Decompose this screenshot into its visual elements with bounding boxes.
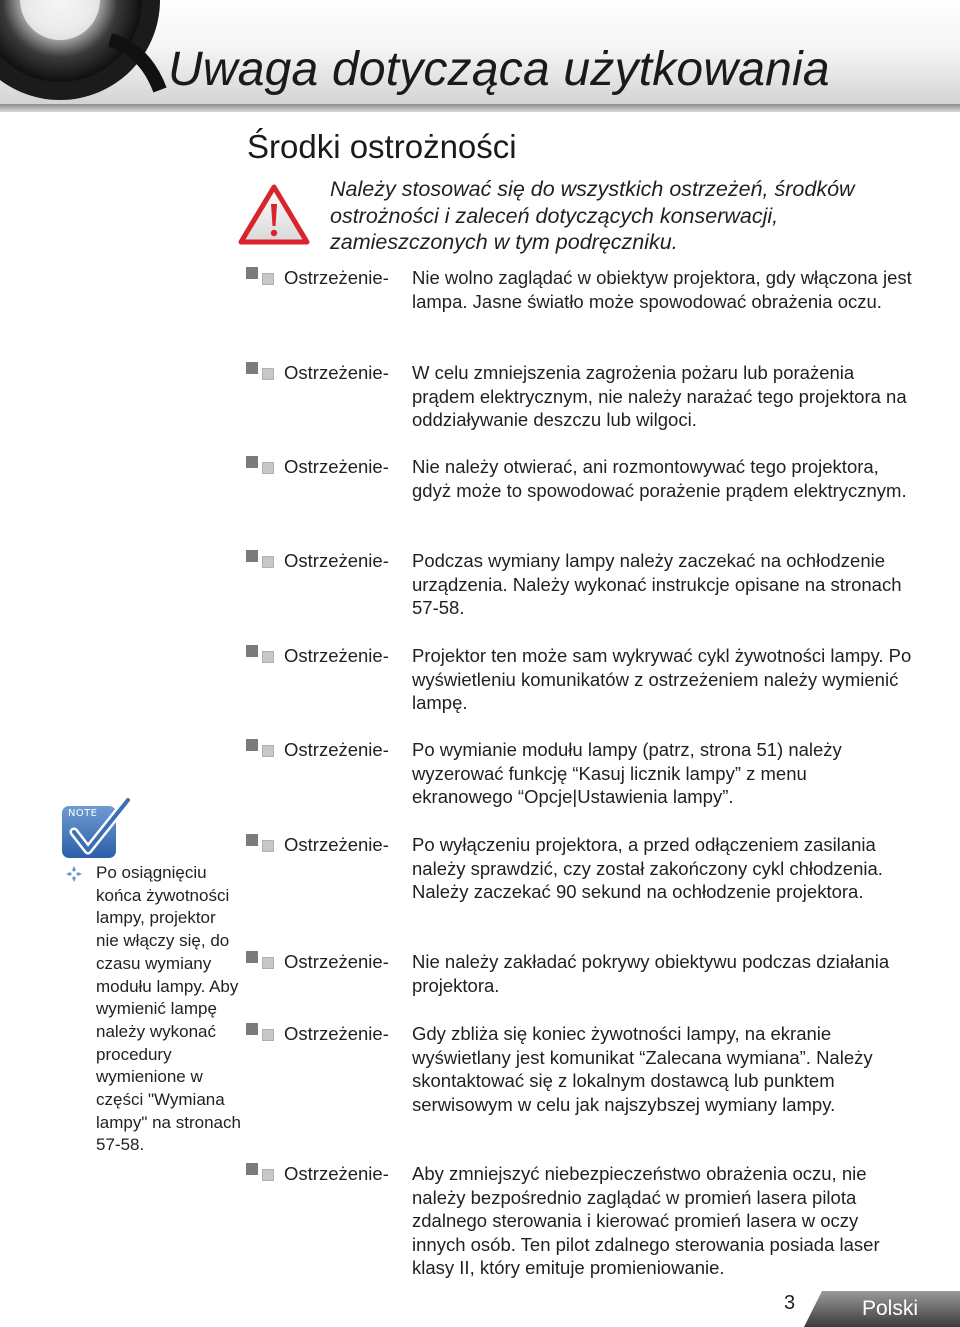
header-divider <box>0 104 960 112</box>
warning-label: Ostrzeżenie- <box>284 1163 389 1184</box>
square-bullet-icon <box>246 550 276 566</box>
warning-triangle-icon <box>238 184 310 246</box>
warning-label: Ostrzeżenie- <box>284 645 389 666</box>
section-title: Środki ostrożności <box>247 128 517 165</box>
note-checkmark-icon <box>62 796 132 860</box>
square-bullet-icon <box>246 739 276 755</box>
checkmark-icon <box>62 796 132 860</box>
warning-text: Po wyłączeniu projektora, a przed odłączeniem zasilania należy sprawdzić, czy został zakończony cykl chłodzenia. Należy zaczekać 90 sekund na ochłodzenie projektora. <box>412 834 883 902</box>
warning-label: Ostrzeżenie- <box>284 267 389 288</box>
warning-text: Po wymianie modułu lampy (patrz, strona 51) należy wyzerować funkcję “Kasuj licznik lampy” z menu ekranowego “Opcje|Ustawienia lampy”. <box>412 739 842 807</box>
diamond-bullet-icon <box>66 866 82 882</box>
warning-label: Ostrzeżenie- <box>284 362 389 383</box>
warning-text: Aby zmniejszyć niebezpieczeństwo obrażenia oczu, nie należy bezpośrednio zaglądać w promień lasera pilota zdalnego sterowania i kierować promień lasera w oczy innych osób. Ten pilot zdalnego sterowania posiada laser klasy II, który emituje promieniowanie. <box>412 1163 880 1278</box>
square-bullet-icon <box>246 834 276 850</box>
square-bullet-icon <box>246 362 276 378</box>
square-bullet-icon <box>246 645 276 661</box>
page-title: Uwaga dotycząca użytkowania <box>168 43 830 96</box>
projector-lens-icon <box>0 0 170 110</box>
square-bullet-icon <box>246 267 276 283</box>
language-label: Polski <box>862 1297 919 1320</box>
warning-text: Nie wolno zaglądać w obiektyw projektora, gdy włączona jest lampa. Jasne światło może spowodować obrażenia oczu. <box>412 267 912 312</box>
square-bullet-icon <box>246 1163 276 1179</box>
square-bullet-icon <box>246 1023 276 1039</box>
warning-label: Ostrzeżenie- <box>284 1023 389 1044</box>
warning-label: Ostrzeżenie- <box>284 456 389 477</box>
note-badge-label: NOTE <box>68 808 98 819</box>
warning-text: Projektor ten może sam wykrywać cykl żywotności lampy. Po wyświetleniu komunikatów z ostrzeżeniem należy wymienić lampę. <box>412 645 912 713</box>
page-header <box>0 0 960 112</box>
square-bullet-icon <box>246 456 276 472</box>
page-number: 3 <box>784 1292 796 1314</box>
note-text: Po osiągnięciu końca żywotności lampy, projektor nie włączy się, do czasu wymiany modułu lampy. Aby wymienić lampę należy wykonać procedury wymienione w części "Wymiana lampy" na stronach 57-58. <box>96 863 241 1155</box>
square-bullet-icon <box>246 951 276 967</box>
warning-label: Ostrzeżenie- <box>284 739 389 760</box>
warning-text: Nie należy otwierać, ani rozmontowywać tego projektora, gdyż może to spowodować porażenie prądem elektrycznym. <box>412 456 907 501</box>
warning-text: Podczas wymiany lampy należy zaczekać na ochłodzenie urządzenia. Należy wykonać instrukcje opisane na stronach 57-58. <box>412 550 902 618</box>
warning-label: Ostrzeżenie- <box>284 834 389 855</box>
warning-label: Ostrzeżenie- <box>284 951 389 972</box>
warning-text: Gdy zbliża się koniec żywotności lampy, na ekranie wyświetlany jest komunikat “Zalecana wymiana”. Należy skontaktować się z lokalnym dostawcą lub punktem serwisowym w celu jak najszybszej wymiany lampy. <box>412 1023 873 1115</box>
warning-text: W celu zmniejszenia zagrożenia pożaru lub porażenia prądem elektrycznym, nie należy narażać tego projektora na oddziaływanie deszczu lub wilgoci. <box>412 362 907 430</box>
warning-label: Ostrzeżenie- <box>284 550 389 571</box>
intro-text: Należy stosować się do wszystkich ostrzeżeń, środków ostrożności i zaleceń dotyczących konserwacji, zamieszczonych w tym podręczniku. <box>330 177 855 254</box>
warning-text: Nie należy zakładać pokrywy obiektywu podczas działania projektora. <box>412 951 890 996</box>
